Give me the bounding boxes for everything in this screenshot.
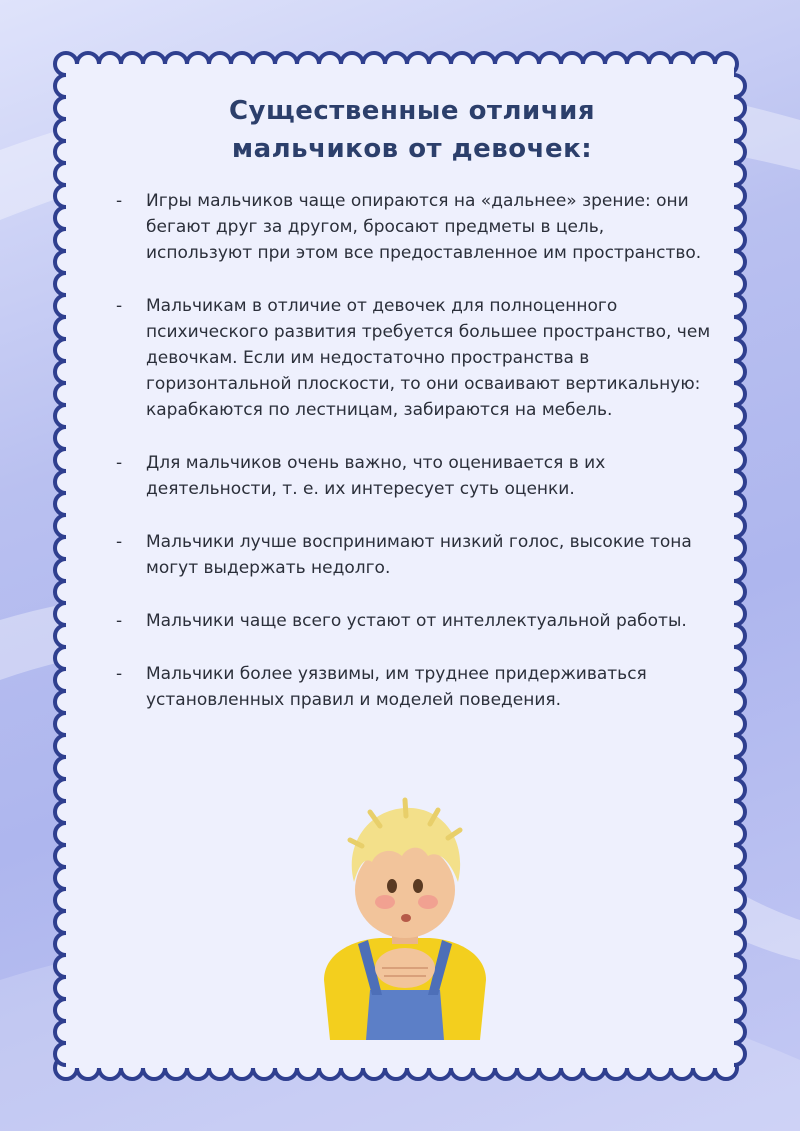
- page-title: [112, 92, 712, 168]
- list-item: [112, 529, 712, 581]
- title-line-1: Существенные отличия: [228, 96, 596, 126]
- bullet-dash: -: [116, 664, 123, 684]
- list-item: [112, 188, 712, 266]
- bullet-dash: -: [116, 532, 123, 552]
- list-item: [112, 608, 712, 634]
- difference-list: [112, 188, 712, 713]
- list-item-text: Мальчикам в отличие от девочек для полноценного психического развития требуется большее пространство, чем девочкам. Если им недостаточно пространства в горизонтальной плоскости, то они осваивают вертикальную: карабкаются по лестницам, забираются на мебель.: [146, 296, 711, 420]
- content-area: [112, 92, 712, 740]
- title-line-2: мальчиков от девочек:: [231, 134, 593, 164]
- list-item-text: Мальчики чаще всего устают от интеллектуальной работы.: [146, 611, 687, 631]
- bullet-dash: -: [116, 191, 123, 211]
- list-item: [112, 450, 712, 502]
- thinking-boy-illustration: [310, 790, 500, 1040]
- list-item: [112, 661, 712, 713]
- bullet-dash: -: [116, 611, 123, 631]
- list-item-text: Мальчики более уязвимы, им труднее придерживаться установленных правил и моделей поведения.: [146, 664, 647, 710]
- list-item-text: Игры мальчиков чаще опираются на «дальнее» зрение: они бегают друг за другом, бросают предметы в цель, используют при этом все предоставленное им пространство.: [146, 191, 702, 263]
- bullet-dash: -: [116, 453, 123, 473]
- decorative-frame: [52, 50, 748, 1082]
- list-item: [112, 293, 712, 423]
- bullet-dash: -: [116, 296, 123, 316]
- list-item-text: Для мальчиков очень важно, что оценивается в их деятельности, т. е. их интересует суть оценки.: [146, 453, 606, 499]
- list-item-text: Мальчики лучше воспринимают низкий голос, высокие тона могут выдержать недолго.: [146, 532, 692, 578]
